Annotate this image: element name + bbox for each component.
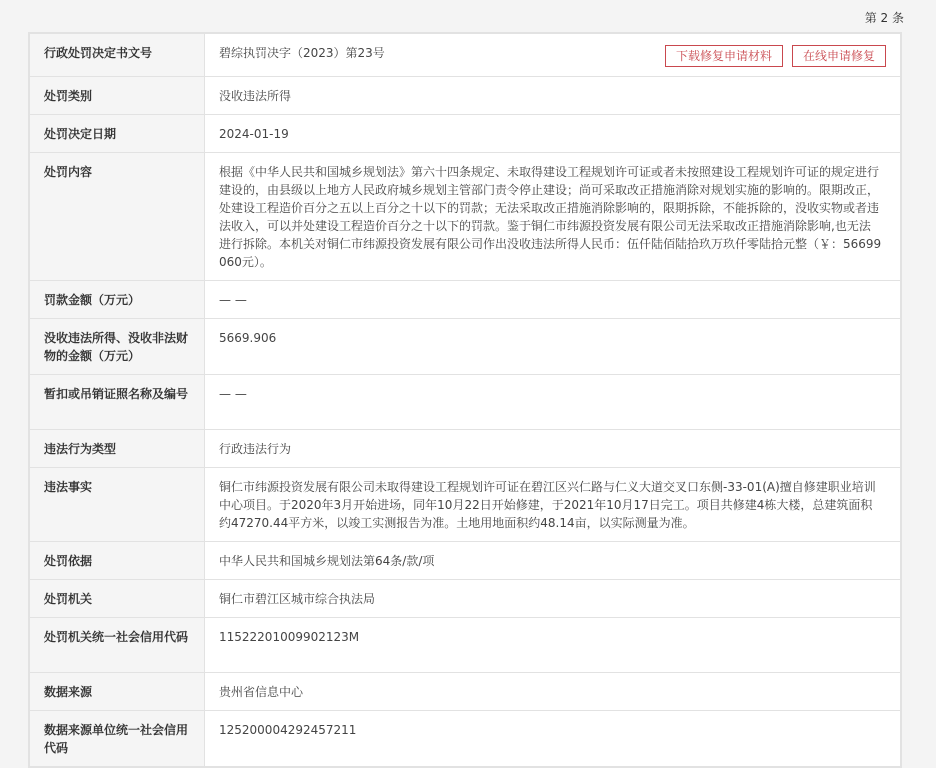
row-label-confiscation-amount: 没收违法所得、没收非法财物的金额（万元） (30, 319, 205, 375)
row-label-penalty-category: 处罚类别 (30, 77, 205, 115)
apply-online-repair-button[interactable]: 在线申请修复 (792, 45, 886, 67)
row-label-penalty-basis: 处罚依据 (30, 542, 205, 580)
table-row (30, 375, 901, 430)
penalty-detail-panel (28, 32, 902, 768)
table-row (30, 319, 901, 375)
table-row (30, 153, 901, 281)
row-value-confiscation-amount: 5669.906 (205, 319, 901, 375)
row-label-decision-number: 行政处罚决定书文号 (30, 34, 205, 77)
row-value-violation-type: 行政违法行为 (205, 430, 901, 468)
table-row (30, 542, 901, 580)
row-value-authority-credit-code: 11522201009902123M (205, 618, 901, 673)
row-value-license-revocation: — — (205, 375, 901, 430)
page-number: 第 2 条 (864, 11, 904, 25)
table-row (30, 34, 901, 77)
row-value-source-credit-code: 125200004292457211 (205, 711, 901, 767)
row-label-fine-amount: 罚款金额（万元） (30, 281, 205, 319)
table-row (30, 77, 901, 115)
row-label-license-revocation: 暂扣或吊销证照名称及编号 (30, 375, 205, 430)
download-repair-materials-button[interactable]: 下载修复申请材料 (665, 45, 783, 67)
table-row (30, 468, 901, 542)
decision-number-text: 碧综执罚决字（2023）第23号 (219, 46, 385, 60)
table-row (30, 673, 901, 711)
row-label-data-source: 数据来源 (30, 673, 205, 711)
row-label-decision-date: 处罚决定日期 (30, 115, 205, 153)
penalty-detail-table (29, 33, 901, 767)
row-label-penalty-authority: 处罚机关 (30, 580, 205, 618)
table-row (30, 115, 901, 153)
row-value-penalty-basis: 中华人民共和国城乡规划法第64条/款/项 (205, 542, 901, 580)
row-value-decision-date: 2024-01-19 (205, 115, 901, 153)
row-value-penalty-category: 没收违法所得 (205, 77, 901, 115)
table-row (30, 580, 901, 618)
row-value-violation-facts: 铜仁市纬源投资发展有限公司未取得建设工程规划许可证在碧江区兴仁路与仁义大道交叉口东侧-33-01(A)擅自修建职业培训中心项目。于2020年3月开始进场，同年10月22日开始修建，于2021年10月17日完工。项目共修建4栋大楼，总建筑面积约47270.44平方米，以竣工实测报告为准。土地用地面积约48.14亩，以实际测量为准。 (205, 468, 901, 542)
row-value-penalty-authority: 铜仁市碧江区城市综合执法局 (205, 580, 901, 618)
row-label-violation-type: 违法行为类型 (30, 430, 205, 468)
row-value-decision-number (205, 34, 901, 77)
row-label-penalty-content: 处罚内容 (30, 153, 205, 281)
row-value-fine-amount: — — (205, 281, 901, 319)
table-row (30, 711, 901, 767)
table-row (30, 430, 901, 468)
row-label-source-credit-code: 数据来源单位统一社会信用代码 (30, 711, 205, 767)
row-value-penalty-content: 根据《中华人民共和国城乡规划法》第六十四条规定、未取得建设工程规划许可证或者未按照建设工程规划许可证的规定进行建设的，由县级以上地方人民政府城乡规划主管部门责令停止建设；尚可采取改正措施消除对规划实施的影响的。限期改正，处建设工程造价百分之五以上百分之十以下的罚款；无法采取改正措施消除影响的，限期拆除，不能拆除的，没收实物或者违法收入，可以并处建设工程造价百分之十以下的罚款。鉴于铜仁市纬源投资发展有限公司无法采取改正措施消除影响,也无法进行拆除。本机关对铜仁市纬源投资发展有限公司作出没收违法所得人民币：伍仟陆佰陆拾玖万玖仟零陆拾元整（￥：56699060元）。 (205, 153, 901, 281)
row-value-data-source: 贵州省信息中心 (205, 673, 901, 711)
table-row (30, 281, 901, 319)
row-label-violation-facts: 违法事实 (30, 468, 205, 542)
row-label-authority-credit-code: 处罚机关统一社会信用代码 (30, 618, 205, 673)
table-row (30, 618, 901, 673)
